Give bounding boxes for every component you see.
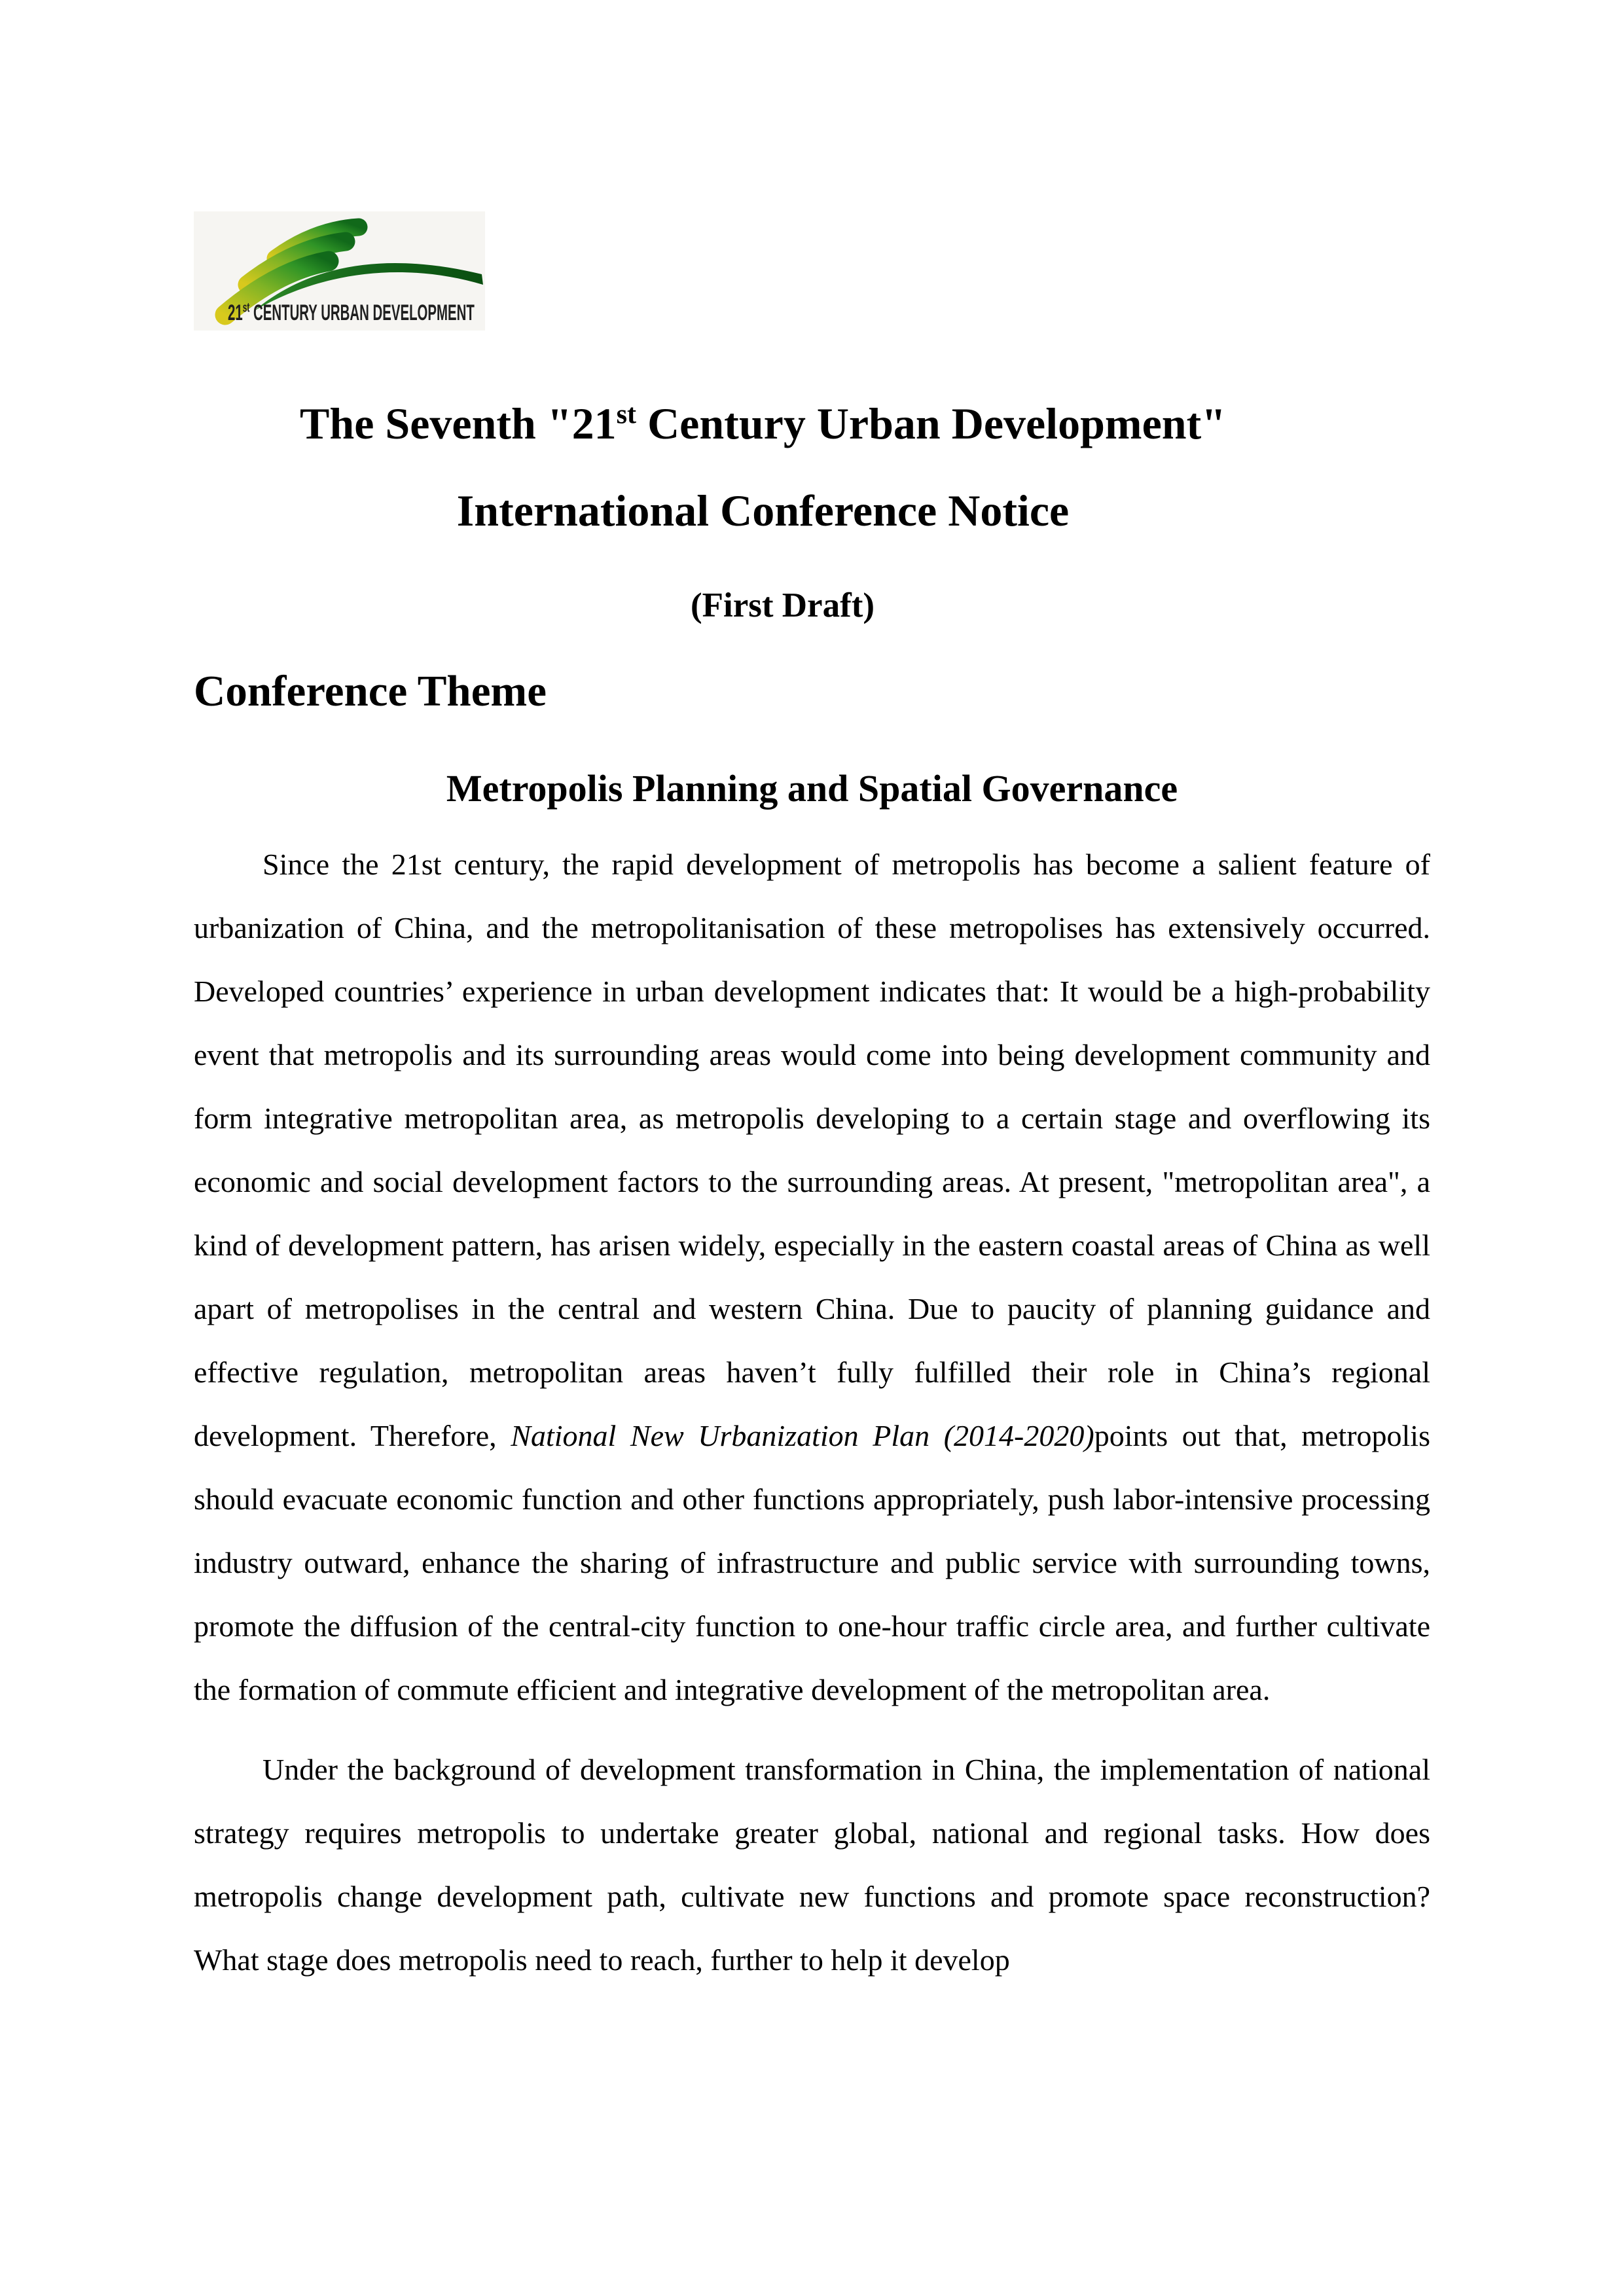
logo-wordmark bbox=[228, 302, 475, 324]
document-title bbox=[194, 380, 1332, 554]
title-line-2: International Conference Notice bbox=[456, 486, 1070, 535]
paragraph1-text: Since the 21st century, the rapid development of metropolis has become a salient feature of urbanization of China, and the metropolitanisation of these metropolises has extensively occurred. Developed countries’ experience in urban development indicates that: It would be a high-probability event that metropolis and its surrounding areas would come into being development community and form integrative metropolitan area, as metropolis developing to a certain stage and overflowing its economic and social development factors to the surrounding areas. At present, "metropolitan area", a kind of development pattern, has arisen widely, especially in the eastern coastal areas of China as well apart of metropolises in the central and western China. Due to paucity of planning guidance and effective regulation, metropolitan areas haven’t fully fulfilled their role in China’s regional development. Therefore, bbox=[194, 848, 1430, 1452]
title-line-1 bbox=[194, 380, 1332, 467]
logo-text-rest: CENTURY URBAN DEVELOPMENT bbox=[249, 300, 475, 325]
paragraph1-text-continued: points out that, metropolis should evacuate economic function and other functions appropriately, push labor-intensive processing industry outward, enhance the sharing of infrastructure and public service with surrounding towns, promote the diffusion of the central-city function to one-hour traffic circle area, and further cultivate the formation of commute efficient and integrative development of the metropolitan area. bbox=[194, 1419, 1430, 1706]
title-part-1: The Seventh "21 bbox=[300, 399, 617, 448]
paragraph1-italic-plan-title: National New Urbanization Plan (2014-2020) bbox=[511, 1419, 1094, 1452]
title-superscript: st bbox=[616, 399, 637, 430]
conference-logo bbox=[194, 211, 485, 331]
logo-text-21: 21 bbox=[228, 300, 243, 325]
theme-title: Metropolis Planning and Spatial Governance bbox=[446, 767, 1178, 810]
paragraph-background: Under the background of development transformation in China, the implementation of national strategy requires metropolis to undertake greater global, national and regional tasks. How does metropolis change development path, cultivate new functions and promote space reconstruction? What stage does metropolis need to reach, further to help it develop bbox=[194, 1753, 1430, 1977]
section-heading-conference-theme: Conference Theme bbox=[194, 667, 547, 715]
title-part-2: Century Urban Development" bbox=[636, 399, 1226, 448]
draft-label: (First Draft) bbox=[690, 586, 875, 624]
paragraph-theme-intro bbox=[194, 833, 1430, 1721]
logo-text-superscript: st bbox=[242, 300, 250, 315]
